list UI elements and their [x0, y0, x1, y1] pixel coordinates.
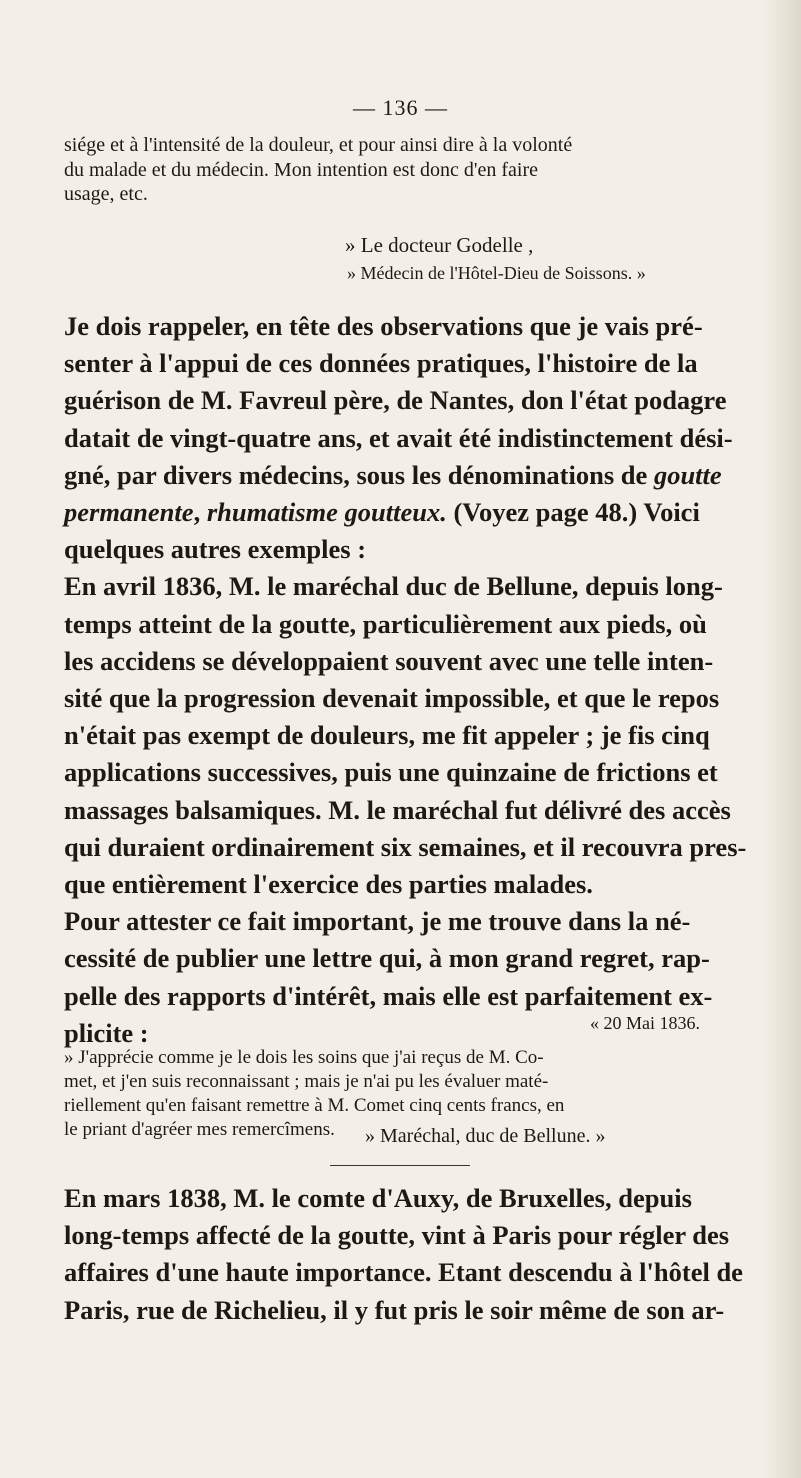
- text-line: En mars 1838, M. le comte d'Auxy, de Bruxelles, depuis: [64, 1183, 692, 1213]
- text-line: Paris, rue de Richelieu, il y fut pris le soir même de son ar-: [64, 1294, 725, 1325]
- letter-date: « 20 Mai 1836.: [590, 1013, 700, 1033]
- text-line: Je dois rappeler, en tête des observations que je vais pré-: [64, 311, 703, 341]
- text-line: Pour attester ce fait important, je me trouve dans la né-: [64, 906, 691, 937]
- text-line: pelle des rapports d'intérêt, mais elle est parfaitement ex-: [64, 980, 713, 1011]
- text-line: que entièrement l'exercice des parties malades.: [64, 869, 593, 900]
- text-line: riellement qu'en faisant remettre à M. Comet cinq cents francs, en: [64, 1095, 565, 1116]
- text-line: [64, 457, 744, 494]
- signature-bellune: » Maréchal, duc de Bellune. »: [365, 1125, 606, 1147]
- page-number: — 136 —: [353, 95, 448, 120]
- section-divider: [330, 1165, 470, 1166]
- text-line: sité que la progression devenait impossible, et que le repos: [64, 683, 720, 714]
- italic-term: rhumatisme goutteux.: [206, 497, 447, 528]
- text-segment: ,: [193, 497, 207, 528]
- text-segment: gné, par divers médecins, sous les dénominations de: [64, 459, 648, 490]
- text-line: massages balsamiques. M. le maréchal fut délivré des accès: [64, 794, 731, 825]
- final-paragraph: [64, 1180, 744, 1329]
- text-line: siége et à l'intensité de la douleur, et pour ainsi dire à la volonté: [64, 134, 573, 156]
- text-line: » J'apprécie comme je le dois les soins que j'ai reçus de M. Co-: [64, 1047, 544, 1068]
- text-line: quelques autres exemples :: [64, 534, 367, 565]
- text-line: plicite :: [64, 1017, 149, 1048]
- page-edge-shadow: [763, 0, 801, 1478]
- text-line: applications successives, puis une quinzaine de frictions et: [64, 757, 718, 788]
- top-paragraph: [64, 133, 744, 207]
- text-line: affaires d'une haute importance. Etant descendu à l'hôtel de: [64, 1257, 743, 1288]
- text-line: temps atteint de la goutte, particulièrement aux pieds, où: [64, 608, 707, 639]
- text-line: du malade et du médecin. Mon intention est donc d'en faire: [64, 158, 539, 181]
- text-line: long-temps affecté de la goutte, vint à Paris pour régler des: [64, 1220, 730, 1251]
- text-line: [64, 494, 744, 531]
- text-line: guérison de M. Favreul père, de Nantes, don l'état podagre: [64, 385, 727, 416]
- text-line: le priant d'agréer mes remercîmens.: [64, 1119, 335, 1140]
- italic-term: permanente: [64, 497, 194, 528]
- text-line: qui duraient ordinairement six semaines, et il recouvra pres-: [64, 831, 747, 862]
- text-line: usage, etc.: [64, 183, 148, 205]
- text-line: les accidens se développaient souvent avec une telle inten-: [64, 645, 714, 676]
- italic-term: goutte: [653, 459, 722, 490]
- text-line: En avril 1836, M. le maréchal duc de Bellune, depuis long-: [64, 571, 723, 602]
- text-segment: (Voyez page 48.) Voici: [446, 497, 700, 528]
- text-line: datait de vingt-quatre ans, et avait été indistinctement dési-: [64, 422, 733, 453]
- text-line: met, et j'en suis reconnaissant ; mais je n'ai pu les évaluer maté-: [64, 1071, 549, 1092]
- signature-godelle-title: » Médecin de l'Hôtel-Dieu de Soissons. »: [347, 263, 646, 283]
- main-paragraph: [64, 308, 747, 1052]
- text-line: senter à l'appui de ces données pratiques, l'histoire de la: [64, 348, 698, 379]
- text-line: n'était pas exempt de douleurs, me fit appeler ; je fis cinq: [64, 720, 710, 751]
- signature-godelle: » Le docteur Godelle ,: [345, 233, 534, 257]
- text-line: cessité de publier une lettre qui, à mon grand regret, rap-: [64, 943, 710, 974]
